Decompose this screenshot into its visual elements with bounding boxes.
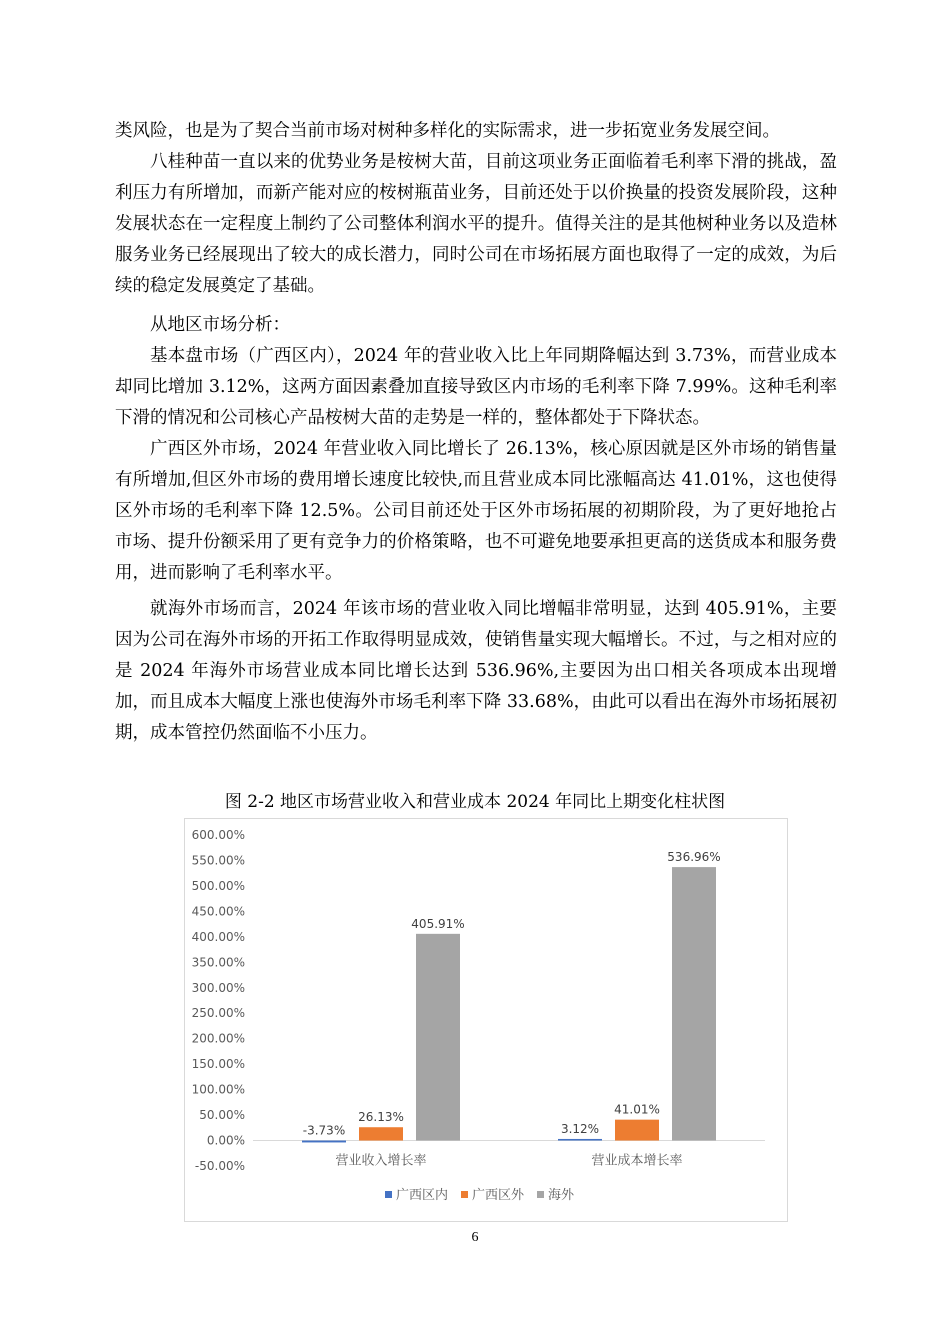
legend-swatch	[385, 1191, 392, 1198]
bar-chart-svg	[185, 819, 787, 1221]
bar-2-1	[359, 1127, 403, 1140]
legend-swatch	[537, 1191, 544, 1198]
data-label: 405.91%	[411, 916, 465, 931]
y-tick-label: 600.00%	[191, 828, 245, 842]
data-label: 26.13%	[358, 1110, 404, 1125]
y-tick-label: 400.00%	[191, 929, 245, 944]
y-tick-label: 300.00%	[191, 980, 245, 995]
y-tick-label: 150.00%	[191, 1057, 245, 1072]
bar-3-1	[416, 934, 460, 1141]
paragraph-1: 类风险，也是为了契合当前市场对树种多样化的实际需求，进一步拓宽业务发展空间。	[115, 121, 780, 141]
y-tick-label: 50.00%	[199, 1108, 245, 1123]
y-tick-label: 500.00%	[191, 878, 245, 893]
y-tick-label: 200.00%	[191, 1031, 245, 1046]
y-tick-label: 250.00%	[191, 1006, 245, 1021]
y-tick-label: -50.00%	[194, 1159, 245, 1173]
paragraph-6: 就海外市场而言，2024 年该市场的营业收入同比增幅非常明显，达到 405.91%，主要因为公司在海外市场的开拓工作取得明显成效，使销售量实现大幅增长。不过，与之相对应的是 2024 年海外市场营业成本同比增长达到 536.96%,主要因为出口相关各项成本出现增加，而且成本大幅度上涨也使海外市场毛利率下降 33.68%，由此可以看出在海外市场拓展初期，成本管控仍然面临不小压力。	[115, 599, 837, 743]
bar-2-2	[615, 1120, 659, 1141]
legend-label: 广西区内	[396, 1188, 449, 1203]
data-label: 3.12%	[560, 1121, 600, 1136]
category-label: 营业成本增长率	[591, 1153, 683, 1169]
bar-3-2	[672, 867, 716, 1140]
data-label: 41.01%	[614, 1102, 660, 1117]
paragraph-4: 基本盘市场（广西区内），2024 年的营业收入比上年同期降幅达到 3.73%，而营业成本却同比增加 3.12%，这两方面因素叠加直接导致区内市场的毛利率下降 7.99%。这种毛利率下滑的情况和公司核心产品桉树大苗的走势是一样的，整体都处于下降状态。	[115, 346, 837, 428]
legend-label: 广西区外	[472, 1188, 525, 1203]
bar-1-2	[558, 1139, 602, 1141]
figure-caption: 图 2-2 地区市场营业收入和营业成本 2024 年同比上期变化柱状图	[224, 792, 726, 812]
page-number: 6	[471, 1230, 479, 1245]
bar-chart	[184, 818, 788, 1222]
legend-swatch	[461, 1191, 468, 1198]
paragraph-3: 从地区市场分析：	[150, 315, 290, 335]
y-tick-label: 550.00%	[191, 853, 245, 868]
y-tick-label: 350.00%	[191, 955, 245, 970]
y-tick-label: 0.00%	[206, 1133, 245, 1148]
y-tick-label: 450.00%	[191, 904, 245, 919]
legend-label: 海外	[548, 1188, 575, 1203]
bar-1-1	[302, 1141, 346, 1143]
data-label: 536.96%	[667, 850, 721, 865]
data-label: -3.73%	[302, 1123, 346, 1138]
category-label: 营业收入增长率	[335, 1153, 427, 1169]
y-tick-label: 100.00%	[191, 1082, 245, 1097]
paragraph-5: 广西区外市场，2024 年营业收入同比增长了 26.13%，核心原因就是区外市场的销售量有所增加,但区外市场的费用增长速度比较快,而且营业成本同比涨幅高达 41.01%，这也使得区外市场的毛利率下降 12.5%。公司目前还处于区外市场拓展的初期阶段，为了更好地抢占市场、提升份额采用了更有竞争力的价格策略，也不可避免地要承担更高的送货成本和服务费用，进而影响了毛利率水平。	[115, 439, 837, 583]
paragraph-2: 八桂种苗一直以来的优势业务是桉树大苗，目前这项业务正面临着毛利率下滑的挑战，盈利压力有所增加，而新产能对应的桉树瓶苗业务，目前还处于以价换量的投资发展阶段，这种发展状态在一定程度上制约了公司整体利润水平的提升。值得关注的是其他树种业务以及造林服务业务已经展现出了较大的成长潜力，同时公司在市场拓展方面也取得了一定的成效，为后续的稳定发展奠定了基础。	[115, 152, 837, 296]
